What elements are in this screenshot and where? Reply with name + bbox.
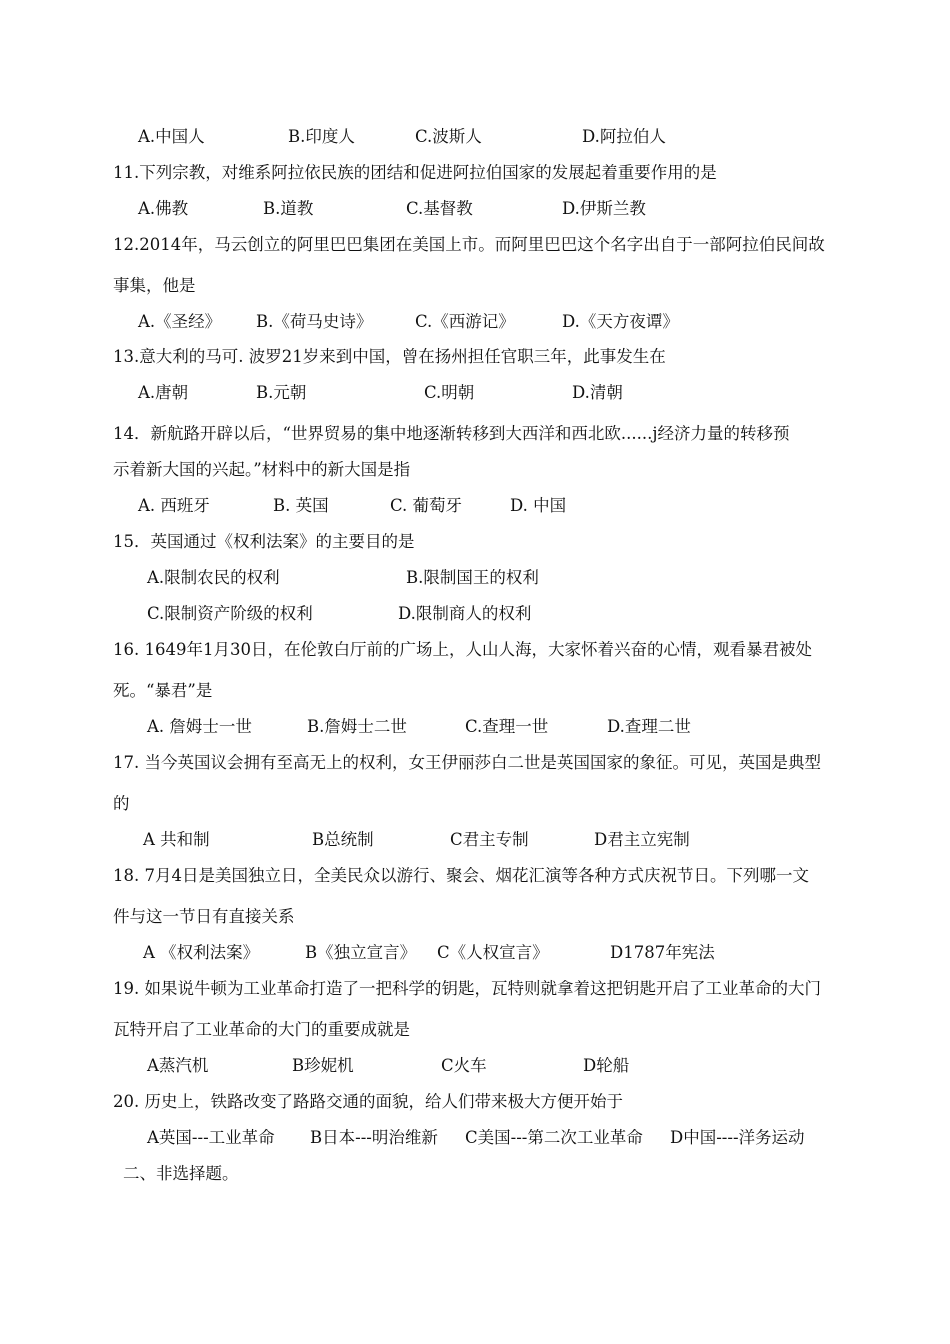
- q14-stem-line1: 14．新航路开辟以后，“世界贸易的集中地逐渐转移到大西洋和西北欧......j经济力量的转移预: [113, 424, 790, 443]
- option-b: B《独立宣言》: [305, 943, 417, 962]
- option-b: B.詹姆士二世: [307, 717, 407, 736]
- option-b: B.《荷马史诗》: [256, 312, 373, 331]
- q19-stem-line2: 瓦特开启了工业革命的大门的重要成就是: [113, 1020, 410, 1039]
- option-c: C.基督教: [406, 199, 473, 218]
- option-b: B.元朝: [256, 383, 307, 402]
- option-a: A英国---工业革命: [147, 1128, 275, 1147]
- q15-stem: 15．英国通过《权利法案》的主要目的是: [113, 532, 415, 551]
- option-a: A.中国人: [138, 127, 205, 146]
- option-c: C.《西游记》: [415, 312, 515, 331]
- option-d: D.伊斯兰教: [562, 199, 646, 218]
- option-d: D.《天方夜谭》: [562, 312, 679, 331]
- option-b: B.道教: [263, 199, 314, 218]
- option-b: B日本---明治维新: [310, 1128, 438, 1147]
- option-c: C《人权宣言》: [437, 943, 549, 962]
- section-heading: 二、非选择题。: [123, 1164, 239, 1183]
- option-d: D君主立宪制: [594, 830, 690, 849]
- q16-stem-line1: 16. 1649年1月30日，在伦敦白厅前的广场上，人山人海，大家怀着兴奋的心情，观看暴君被处: [113, 640, 812, 659]
- option-c: C. 葡萄牙: [390, 496, 463, 515]
- q12-stem-line2: 事集，他是: [113, 276, 196, 295]
- option-c: C君主专制: [450, 830, 529, 849]
- q17-stem-line1: 17. 当今英国议会拥有至高无上的权利，女王伊丽莎白二世是英国国家的象征。可见，英国是典型: [113, 753, 821, 772]
- option-c: C火车: [441, 1056, 487, 1075]
- option-b: B.限制国王的权利: [406, 568, 539, 587]
- q11-stem: 11.下列宗教，对维系阿拉依民族的团结和促进阿拉伯国家的发展起着重要作用的是: [113, 163, 717, 182]
- option-b: B.印度人: [288, 127, 355, 146]
- option-a: A.唐朝: [138, 383, 189, 402]
- option-d: D.限制商人的权利: [398, 604, 532, 623]
- option-a: A蒸汽机: [147, 1056, 209, 1075]
- option-a: A. 西班牙: [138, 496, 210, 515]
- option-a: A. 詹姆士一世: [147, 717, 252, 736]
- q19-stem-line1: 19. 如果说牛顿为工业革命打造了一把科学的钥匙，瓦特则就拿着这把钥匙开启了工业革命的大门: [113, 979, 821, 998]
- option-d: D中国----洋务运动: [670, 1128, 805, 1147]
- option-b: B珍妮机: [292, 1056, 354, 1075]
- option-d: D.清朝: [572, 383, 623, 402]
- q20-stem: 20. 历史上，铁路改变了路路交通的面貌，给人们带来极大方便开始于: [113, 1092, 623, 1111]
- option-a: A 《权利法案》: [143, 943, 260, 962]
- option-d: D轮船: [583, 1056, 630, 1075]
- option-a: A.佛教: [138, 199, 189, 218]
- q18-stem-line1: 18. 7月4日是美国独立日，全美民众以游行、聚会、烟花汇演等各种方式庆祝节日。下列哪一文: [113, 866, 809, 885]
- option-d: D.阿拉伯人: [582, 127, 666, 146]
- option-a: A.《圣经》: [138, 312, 222, 331]
- option-b: B总统制: [312, 830, 374, 849]
- option-c: C.波斯人: [415, 127, 482, 146]
- q18-stem-line2: 件与这一节日有直接关系: [113, 907, 295, 926]
- q16-stem-line2: 死。“暴君”是: [113, 681, 213, 700]
- option-c: C美国---第二次工业革命: [465, 1128, 643, 1147]
- option-a: A 共和制: [143, 830, 210, 849]
- option-c: C.查理一世: [465, 717, 549, 736]
- q13-stem: 13.意大利的马可. 波罗21岁来到中国，曾在扬州担任官职三年，此事发生在: [113, 347, 666, 366]
- q17-stem-line2: 的: [113, 794, 130, 813]
- q12-stem-line1: 12.2014年，马云创立的阿里巴巴集团在美国上市。而阿里巴巴这个名字出自于一部阿拉伯民间故: [113, 235, 825, 254]
- option-b: B. 英国: [273, 496, 329, 515]
- option-d: D1787年宪法: [610, 943, 715, 962]
- option-a: A.限制农民的权利: [147, 568, 280, 587]
- option-d: D. 中国: [510, 496, 567, 515]
- option-c: C.限制资产阶级的权利: [147, 604, 313, 623]
- q14-stem-line2: 示着新大国的兴起。”材料中的新大国是指: [113, 460, 411, 479]
- option-d: D.查理二世: [607, 717, 691, 736]
- option-c: C.明朝: [424, 383, 475, 402]
